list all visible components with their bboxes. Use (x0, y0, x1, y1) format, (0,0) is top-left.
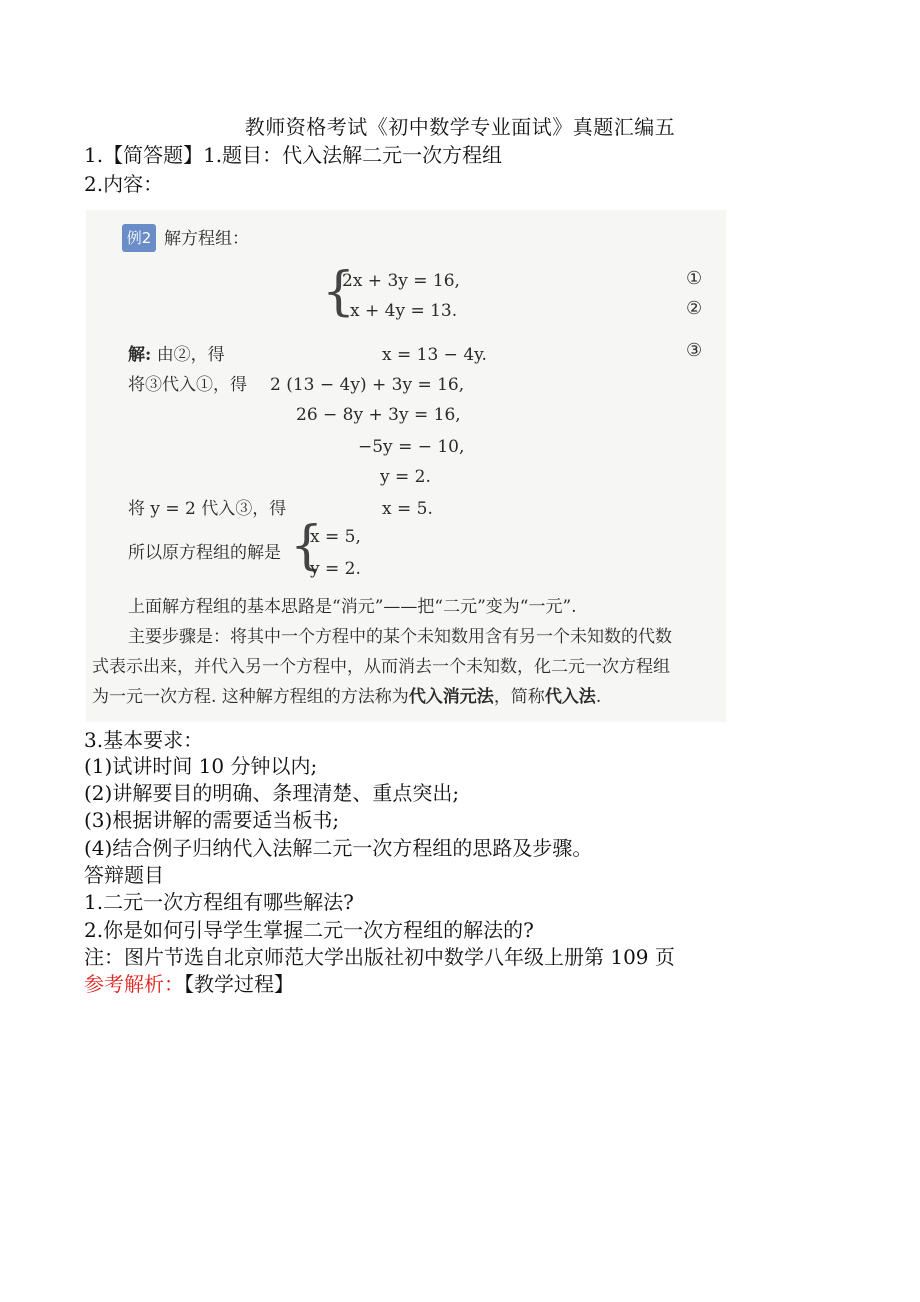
marker-2: ② (686, 298, 703, 319)
answer-2: y = 2. (310, 559, 361, 579)
requirement-1: (1)试讲时间 10 分钟以内; (84, 754, 318, 778)
solution-prefix: 解: (128, 345, 152, 365)
answer-1: x = 5, (310, 527, 361, 547)
document-title: 教师资格考试《初中数学专业面试》真题汇编五 (244, 115, 676, 139)
solution-text: 由②，得 (156, 345, 225, 365)
step-6: x = 5. (382, 499, 433, 519)
term-substitution: 代入法 (544, 687, 596, 707)
marker-1: ① (686, 268, 703, 289)
example-badge: 例2 (122, 224, 156, 252)
answer-text: 所以原方程组的解是 (128, 543, 281, 563)
answer-brace: { (290, 516, 324, 576)
requirement-3: (3)根据讲解的需要适当板书; (84, 808, 340, 832)
equation-2: x + 4y = 13. (350, 301, 458, 321)
step-1: x = 13 − 4y. (382, 345, 487, 365)
paragraph-4-a: 为一元一次方程. 这种解方程组的方法称为 (92, 687, 409, 707)
example-heading: 解方程组： (164, 229, 249, 249)
paragraph-4-c: ，简称 (493, 687, 545, 707)
equation-1: 2x + 3y = 16, (342, 271, 460, 291)
step-5: y = 2. (380, 467, 431, 487)
substitute-2-text: 将 y = 2 代入③，得 (128, 499, 287, 519)
requirements-label: 3.基本要求： (84, 728, 204, 752)
system-brace: { (322, 262, 356, 322)
textbook-excerpt-image (86, 210, 726, 722)
step-4: −5y = − 10, (358, 437, 465, 457)
paragraph-3: 式表示出来，并代入另一个方程中，从而消去一个未知数，化二元一次方程组 (92, 657, 670, 677)
reference-text: 【教学过程】 (184, 972, 294, 996)
solution-line (128, 344, 225, 366)
step-3: 26 − 8y + 3y = 16, (296, 405, 461, 425)
paragraph-1: 上面解方程组的基本思路是“消元”——把“二元”变为“一元”. (128, 597, 577, 617)
reference-label: 参考解析： (84, 972, 184, 996)
paragraph-4 (92, 686, 601, 708)
requirement-4: (4)结合例子归纳代入法解二元一次方程组的思路及步骤。 (84, 836, 593, 860)
paragraph-4-e: . (595, 687, 602, 707)
marker-3: ③ (686, 340, 703, 361)
content-label: 2.内容： (84, 172, 164, 196)
defense-question-2: 2.你是如何引导学生掌握二元一次方程组的解法的? (84, 918, 534, 942)
requirement-2: (2)讲解要目的明确、条理清楚、重点突出; (84, 781, 460, 805)
defense-question-1: 1.二元一次方程组有哪些解法? (84, 890, 354, 914)
defense-label: 答辩题目 (84, 863, 164, 887)
substitute-text: 将③代入①，得 (128, 375, 247, 395)
step-2: 2 (13 − 4y) + 3y = 16, (270, 375, 465, 395)
reference-line (84, 970, 294, 998)
question-line: 1.【简答题】1.题目：代入法解二元一次方程组 (84, 143, 503, 167)
source-note: 注：图片节选自北京师范大学出版社初中数学八年级上册第 109 页 (84, 945, 675, 969)
term-substitution-elimination: 代入消元法 (408, 687, 494, 707)
paragraph-2: 主要步骤是：将其中一个方程中的某个未知数用含有另一个未知数的代数 (128, 627, 672, 647)
